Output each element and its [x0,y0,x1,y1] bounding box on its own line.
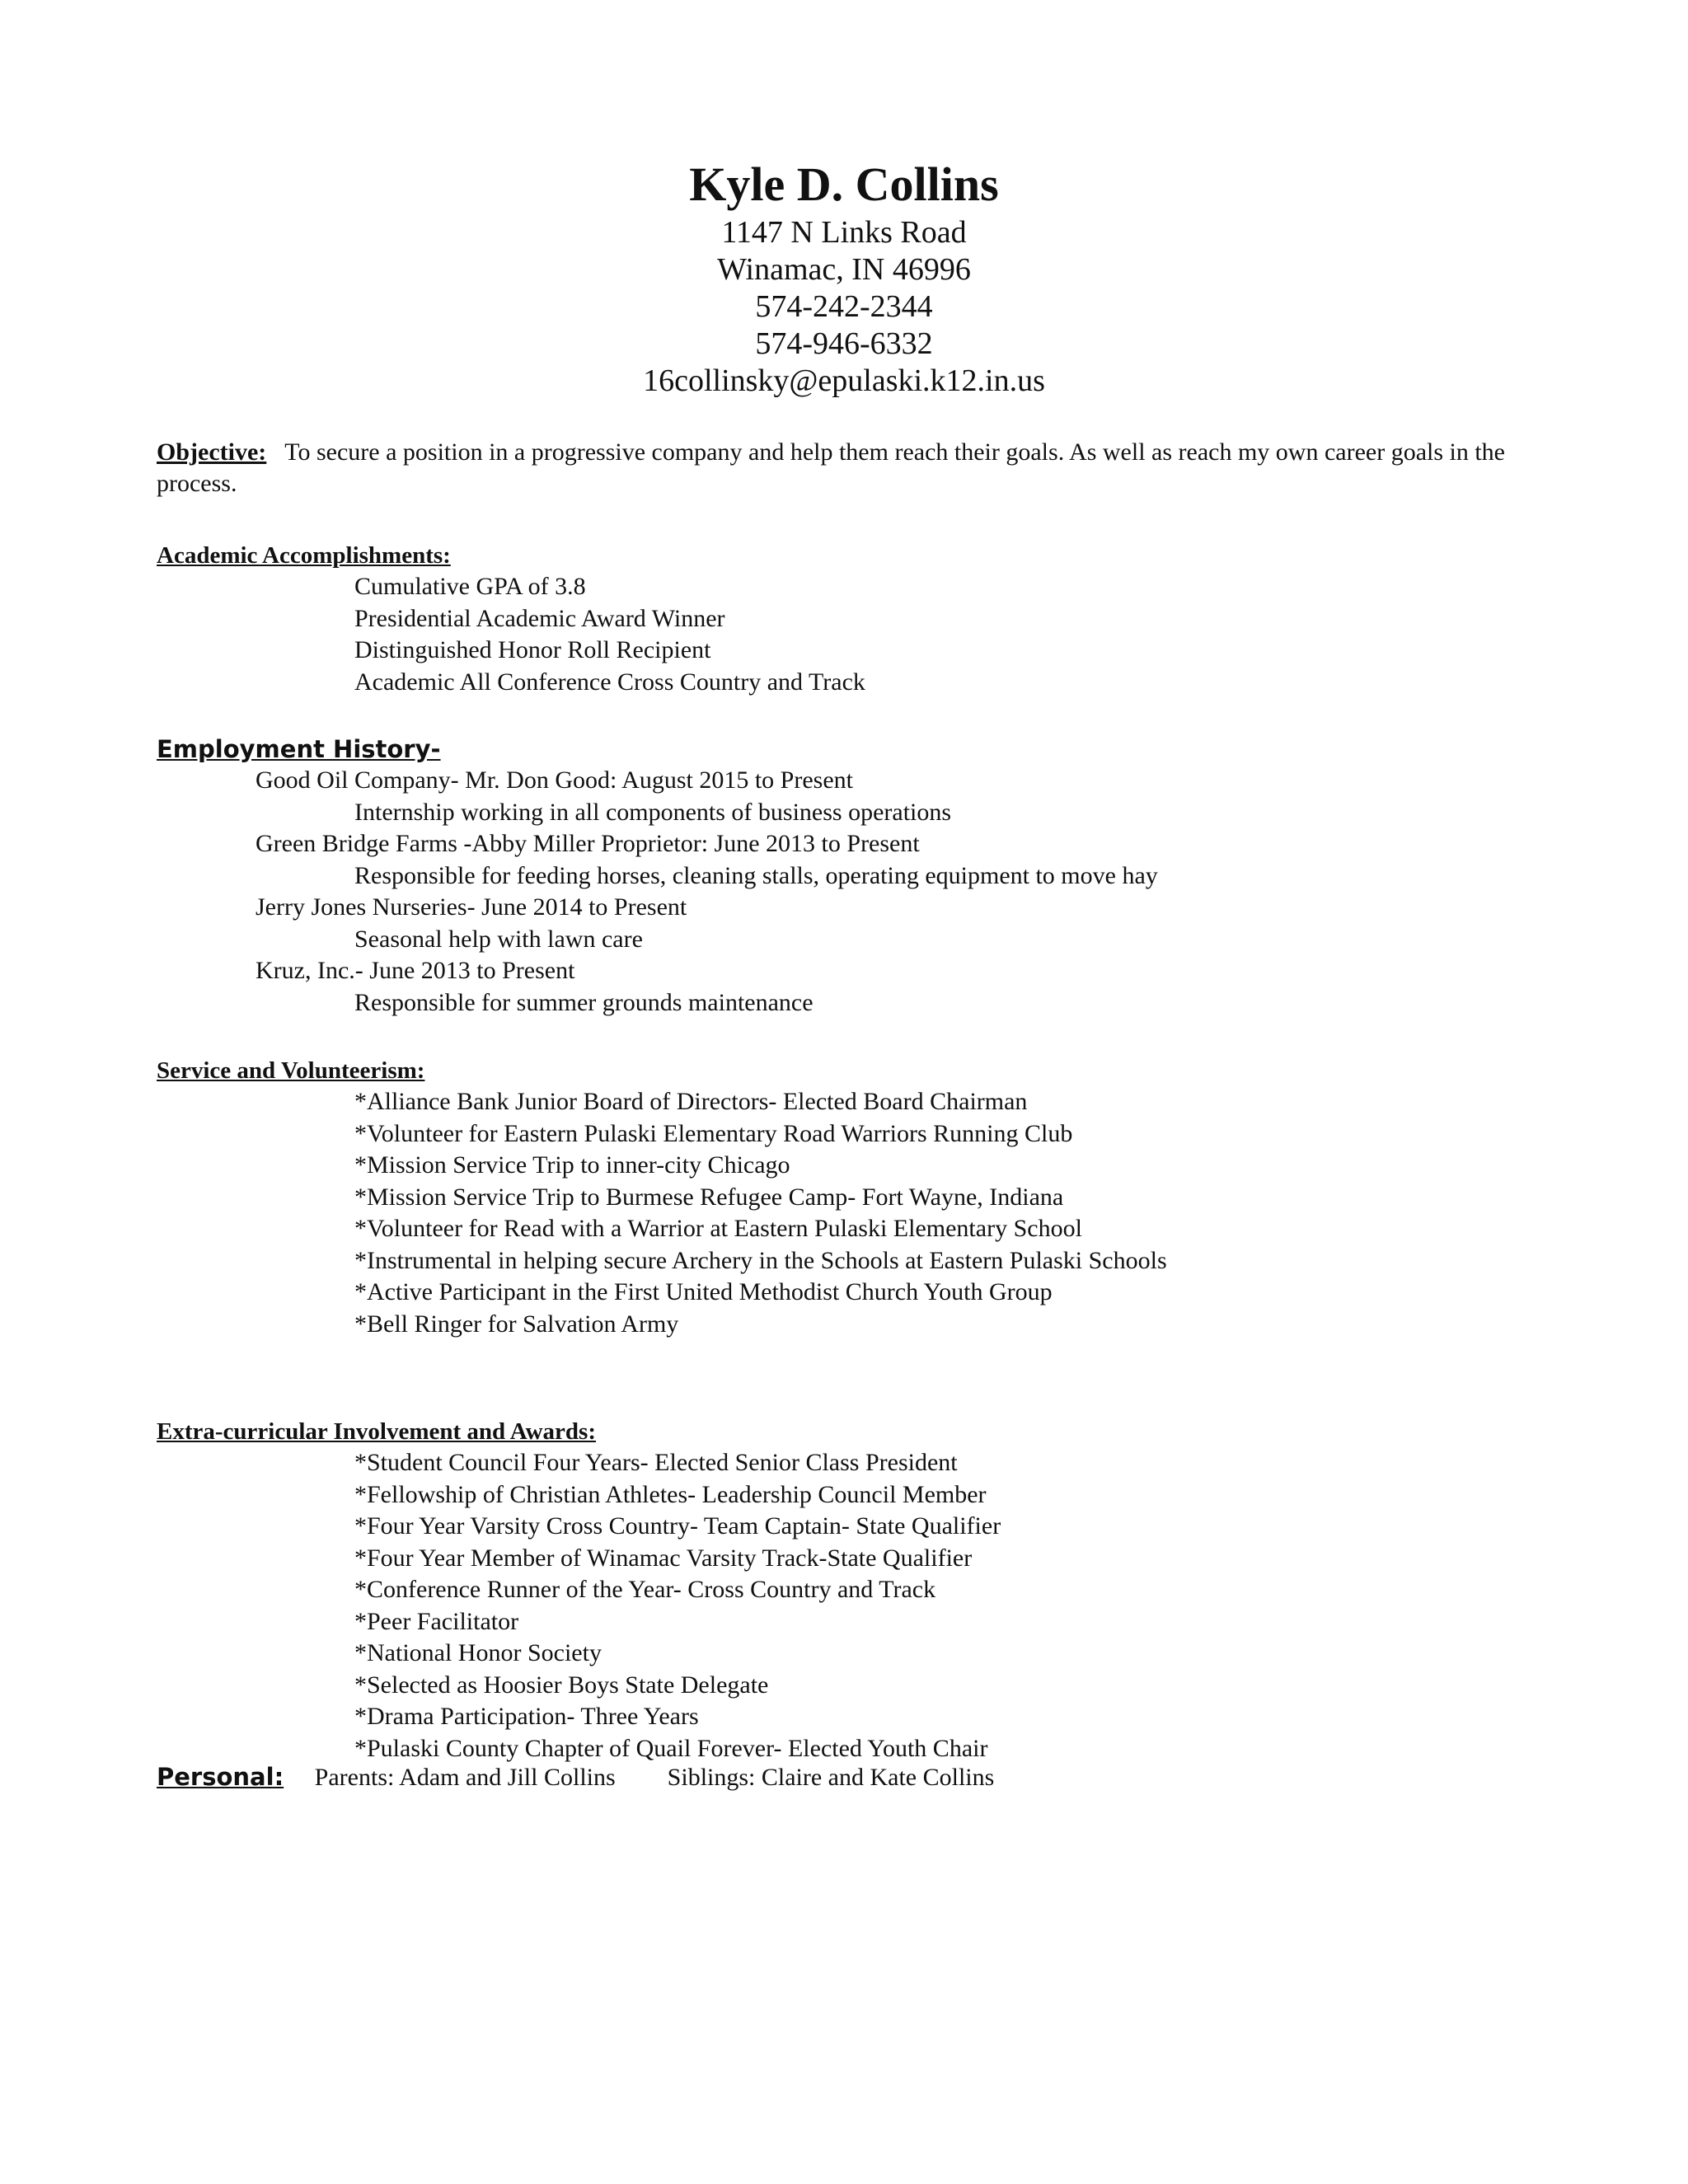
academic-item: Cumulative GPA of 3.8 [354,573,586,600]
email-address: 16collinsky@epulaski.k12.in.us [643,363,1045,398]
service-item: *Active Participant in the First United Methodist Church Youth Group [354,1278,1053,1305]
job-detail: Internship working in all components of business operations [354,798,952,826]
academic-item: Academic All Conference Cross Country and Track [354,668,865,696]
extracurricular-section [157,1416,1558,1765]
service-item: *Mission Service Trip to inner-city Chicago [354,1151,790,1179]
phone-primary: 574-242-2344 [755,289,933,324]
extracurricular-item: *Drama Participation- Three Years [354,1703,699,1730]
service-item: *Instrumental in helping secure Archery in the Schools at Eastern Pulaski Schools [354,1246,1167,1274]
extracurricular-item: *Peer Facilitator [354,1607,519,1635]
job-title: Good Oil Company- Mr. Don Good: August 2015 to Present [256,766,853,794]
objective-section [157,437,1541,499]
academic-item: Distinguished Honor Roll Recipient [354,636,711,663]
service-item: *Volunteer for Read with a Warrior at Eastern Pulaski Elementary School [354,1215,1082,1242]
objective-text: To secure a position in a progressive company and help them reach their goals. As well as reach my own career goals in the process. [157,438,1506,497]
job-title: Jerry Jones Nurseries- June 2014 to Present [256,893,687,921]
academic-item: Presidential Academic Award Winner [354,604,725,632]
extracurricular-heading: Extra-curricular Involvement and Awards: [157,1418,596,1445]
job-detail: Responsible for summer grounds maintenance [354,988,814,1016]
objective-label: Objective: [157,438,267,466]
personal-parents: Parents: Adam and Jill Collins [314,1764,616,1791]
employment-heading: Employment History- [157,735,441,763]
address-line-2: Winamac, IN 46996 [717,252,971,287]
applicant-name: Kyle D. Collins [689,157,999,211]
extracurricular-item: *Student Council Four Years- Elected Senior Class President [354,1449,958,1476]
personal-label: Personal: [157,1763,284,1791]
personal-siblings: Siblings: Claire and Kate Collins [667,1764,995,1791]
job-detail: Seasonal help with lawn care [354,925,643,953]
extracurricular-item: *Selected as Hoosier Boys State Delegate [354,1671,769,1699]
service-item: *Mission Service Trip to Burmese Refugee Camp- Fort Wayne, Indiana [354,1183,1064,1211]
extracurricular-item: *Conference Runner of the Year- Cross Country and Track [354,1576,936,1603]
job-detail: Responsible for feeding horses, cleaning stalls, operating equipment to move hay [354,861,1158,889]
employment-section [157,733,1558,1019]
job-title: Kruz, Inc.- June 2013 to Present [256,957,575,984]
personal-section [157,1761,1558,1793]
academic-section [157,540,1558,698]
address-line-1: 1147 N Links Road [721,215,967,250]
service-heading: Service and Volunteerism: [157,1057,425,1084]
resume-header [0,158,1688,400]
job-title: Green Bridge Farms -Abby Miller Proprietor: June 2013 to Present [256,830,920,857]
service-item: *Volunteer for Eastern Pulaski Elementary Road Warriors Running Club [354,1119,1073,1147]
service-section [157,1055,1558,1340]
extracurricular-item: *National Honor Society [354,1639,602,1666]
extracurricular-item: *Pulaski County Chapter of Quail Forever- Elected Youth Chair [354,1734,988,1762]
academic-heading: Academic Accomplishments: [157,542,451,569]
extracurricular-item: *Four Year Varsity Cross Country- Team Captain- State Qualifier [354,1512,1001,1540]
service-item: *Bell Ringer for Salvation Army [354,1310,679,1338]
extracurricular-item: *Fellowship of Christian Athletes- Leadership Council Member [354,1480,987,1508]
service-item: *Alliance Bank Junior Board of Directors- Elected Board Chairman [354,1088,1028,1115]
extracurricular-item: *Four Year Member of Winamac Varsity Track-State Qualifier [354,1544,973,1572]
personal-row [157,1761,1558,1793]
phone-secondary: 574-946-6332 [755,326,933,361]
